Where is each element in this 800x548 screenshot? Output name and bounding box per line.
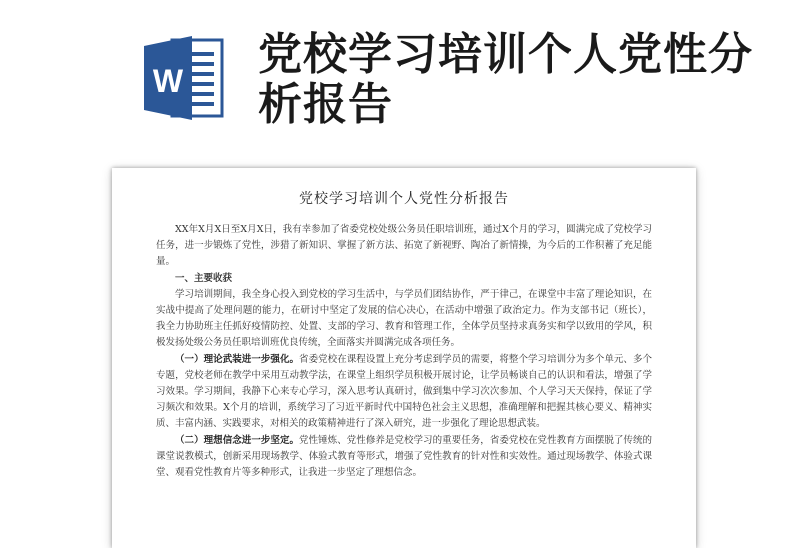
intro-paragraph: XX年X月X日至X月X日，我有幸参加了省委党校处级公务员任职培训班，通过X个月的学习，圆满完成了党校学习任务，进一步锻炼了党性，涉猎了新知识、掌握了新方法、拓宽了新视野、陶冶了新情操，为今后的工作积蓄了充足能量。	[156, 224, 652, 268]
word-icon-letter: W	[152, 63, 184, 99]
word-document-icon	[142, 34, 226, 122]
document-body	[156, 222, 652, 481]
item-paragraph-2	[156, 433, 652, 482]
item-text-1: 省委党校在课程设置上充分考虑到学员的需要，将整个学习培训分为多个单元、多个专题，党校老师在教学中采用互动教学法，在课堂上组织学员积极开展讨论，让学员畅谈自己的认识和看法，增强了学习效果。学习期间，我静下心来专心学习，深入思考认真研讨，做到集中学习次次参加、个人学习天天保持，保证了学习频次和效果。X个月的培训，系统学习了习近平新时代中国特色社会主义思想，准确理解和把握其核心要义、精神实质、丰富内涵、实践要求，对相关的政策精神进行了深入研究，进一步强化了理论思想武装。	[156, 353, 652, 430]
item-label-2: （二）理想信念进一步坚定。	[175, 434, 300, 446]
section-paragraph: 学习培训期间，我全身心投入到党校的学习生活中，与学员们团结协作，严于律己，在课堂中丰富了理论知识，在实战中提高了处理问题的能力，在研讨中坚定了发展的信心决心，在活动中增强了政治定力。作为支部书记（班长），我全力协助班主任抓好疫情防控、处置、支部的学习、教育和管理工作，全体学员坚持求真务实和学以致用的学风，积极发扬处级公务员任职培训班优良传统，全面落实并圆满完成各项任务。	[156, 288, 652, 349]
item-paragraph-1	[156, 352, 652, 433]
document-title: 党校学习培训个人党性分析报告	[299, 191, 509, 207]
header	[0, 0, 800, 160]
document-page	[112, 168, 696, 548]
section-heading: 一、主要收获	[175, 272, 233, 284]
item-text-2: 党性锤炼、党性修养是党校学习的重要任务，省委党校在党性教育方面摆脱了传统的课堂说教模式，创新采用现场教学、体验式教育等形式，增强了党性教育的针对性和实效性。通过现场教学、体验式课堂、观看党性教育片等多种形式，让我进一步坚定了理想信念。	[156, 434, 652, 479]
item-label-1: （一）理论武装进一步强化。	[175, 353, 300, 365]
page-title: 党校学习培训个人党性分析报告	[258, 29, 753, 130]
